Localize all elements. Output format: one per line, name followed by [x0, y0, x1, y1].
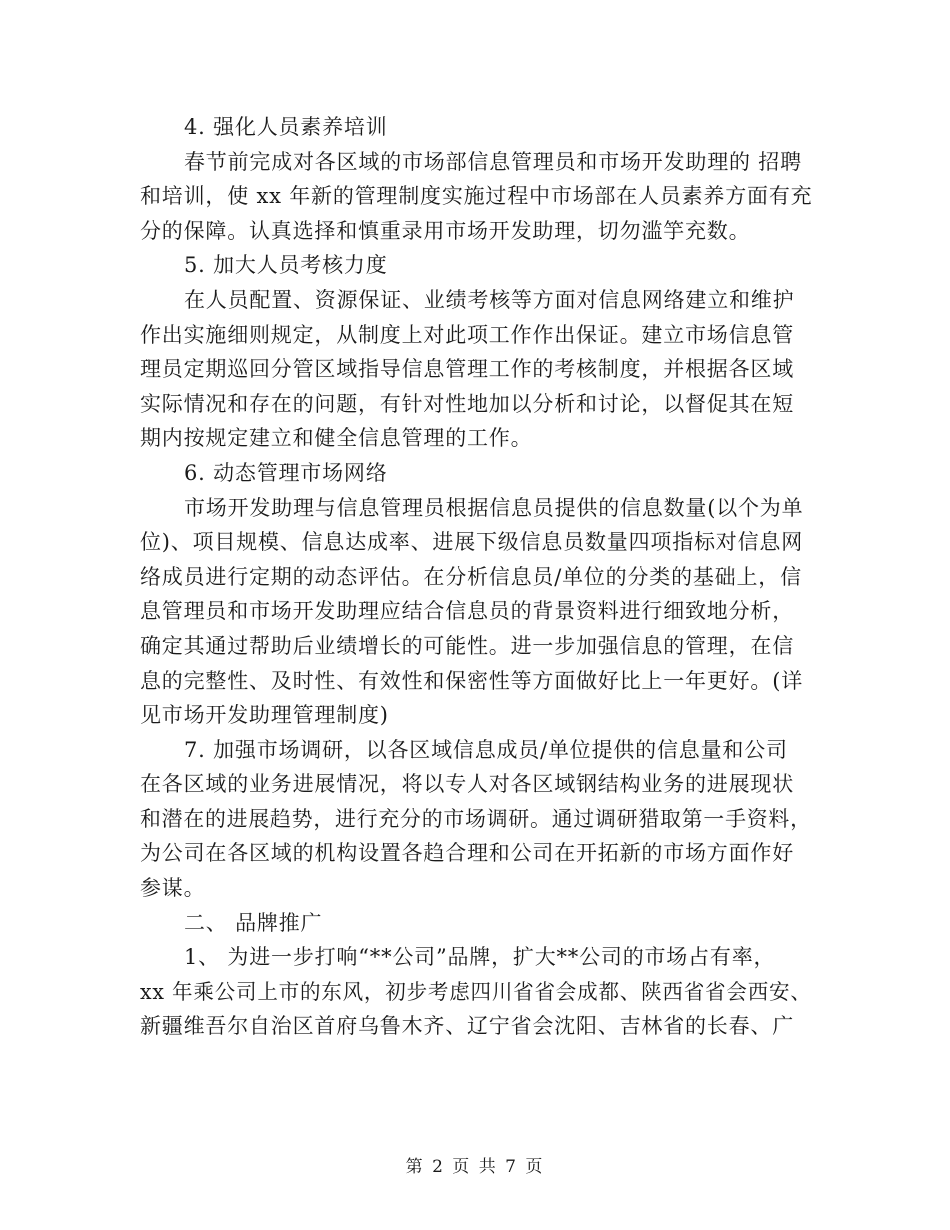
text-line: 1、 为进一步打响“**公司”品牌，扩大**公司的市场占有率， [184, 945, 776, 970]
text-line: 分的保障。认真选择和慎重录用市场开发助理，切勿滥竽充数。 [140, 218, 751, 243]
text-line: 和培训，使 xx 年新的管理制度实施过程中市场部在人员素养方面有充 [140, 184, 813, 209]
text-line: 实际情况和存在的问题，有针对性地加以分析和讨论，以督促其在短 [140, 391, 794, 416]
document-body [140, 110, 812, 1044]
text-line: 和潜在的进展趋势，进行充分的市场调研。通过调研猎取第一手资料， [140, 806, 812, 831]
text-line: 期内按规定建立和健全信息管理的工作。 [140, 426, 533, 451]
text-line: 新疆维吾尔自治区首府乌鲁木齐、辽宁省会沈阳、吉林省的长春、广 [140, 1014, 794, 1039]
text-line: 二、 品牌推广 [184, 910, 323, 935]
text-line: 参谋。 [140, 876, 206, 901]
text-line: 春节前完成对各区域的市场部信息管理员和市场开发助理的 招聘 [184, 149, 802, 174]
text-line: 市场开发助理与信息管理员根据信息员提供的信息数量(以个为单 [184, 495, 804, 520]
text-line: 为公司在各区域的机构设置各趋合理和公司在开拓新的市场方面作好 [140, 841, 794, 866]
text-line: 4. 强化人员素养培训 [184, 115, 388, 139]
text-line: 息管理员和市场开发助理应结合信息员的背景资料进行细致地分析， [140, 599, 794, 624]
text-line: 在人员配置、资源保证、业绩考核等方面对信息网络建立和维护 [184, 287, 795, 312]
text-line: 见市场开发助理管理制度) [140, 703, 389, 728]
text-line: 络成员进行定期的动态评估。在分析信息员/单位的分类的基础上，信 [140, 564, 802, 589]
text-line: 位)、项目规模、信息达成率、进展下级信息员数量四项指标对信息网 [140, 530, 803, 555]
text-line: 7. 加强市场调研，以各区域信息成员/单位提供的信息量和公司 [184, 737, 788, 762]
text-line: 确定其通过帮助后业绩增长的可能性。进一步加强信息的管理，在信 [140, 633, 794, 658]
text-line: 息的完整性、及时性、有效性和保密性等方面做好比上一年更好。(详 [140, 668, 803, 693]
text-line: 6. 动态管理市场网络 [184, 460, 388, 485]
text-line: 在各区域的业务进展情况，将以专人对各区域钢结构业务的进展现状 [140, 772, 794, 797]
text-line: 理员定期巡回分管区域指导信息管理工作的考核制度，并根据各区域 [140, 357, 794, 382]
page-footer: 第 2 页 共 7 页 [405, 1157, 545, 1177]
text-line: xx 年乘公司上市的东风，初步考虑四川省省会成都、陕西省省会西安、 [140, 979, 812, 1004]
text-line: 作出实施细则规定，从制度上对此项工作作出保证。建立市场信息管 [140, 322, 794, 347]
text-line: 5. 加大人员考核力度 [184, 253, 388, 278]
